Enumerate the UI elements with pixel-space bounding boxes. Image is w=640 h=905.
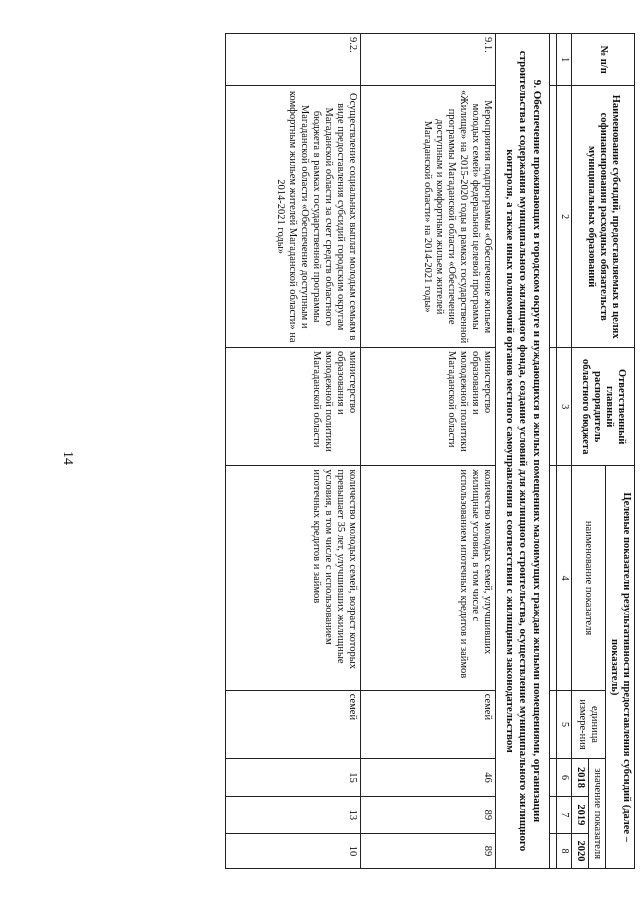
row-num: 9.1.	[361, 34, 496, 86]
header-row-1	[605, 34, 634, 869]
header-unit: единица измере-ния	[571, 690, 605, 759]
col-number-8: 8	[557, 834, 572, 869]
header-year-2018: 2018	[571, 759, 588, 796]
row-admin: министерство образования и молодежной политики Магаданской области	[226, 348, 361, 466]
row-value-2018: 15	[226, 759, 361, 796]
col-number-2: 2	[557, 86, 572, 348]
row-subsidy-name: Осуществление социальных выплат молодым семьям в виде предоставления субсидий городским округам Магаданской области за счет средств областного бюджета в рамках государственной программы Магаданской области «Обеспечение доступным и комфортным жильем жителей Магаданской области» на 2014-2021 годы»	[226, 86, 361, 348]
column-numbers-row	[557, 34, 572, 869]
row-subsidy-name: Мероприятия подпрограммы «Обеспечение жильем молодых семей» федеральной целевой программы «Жилище» на 2015-2020 годы в рамках государственной программы Магаданской области «Обеспечение доступным и комфортным жильем жителей Магаданской области» на 2014-2021 годы»	[361, 86, 496, 348]
col-number-3: 3	[557, 348, 572, 466]
row-value-2018: 46	[361, 759, 496, 796]
table-row	[226, 34, 361, 869]
col-number-7: 7	[557, 796, 572, 833]
row-unit: семей	[226, 690, 361, 759]
row-value-2019: 89	[361, 796, 496, 833]
rotated-table-sheet	[87, 33, 635, 869]
col-number-4: 4	[557, 466, 572, 690]
col-number-1: 1	[557, 34, 572, 86]
row-indicator: количество молодых семей, улучшивших жилищные условия, в том числе с использованием ипотечных кредитов и займов	[361, 466, 496, 690]
header-year-2020: 2020	[571, 834, 588, 869]
header-year-2019: 2019	[571, 796, 588, 833]
section-title: 9. Обеспечение проживающих в городском округе и нуждающихся в жилых помещениях малоимущих граждан жилыми помещениями, организация строительства и содержания муниципального жилищного фонда, создание условий для жилищного строительства, осуществление муниципального жилищного контроля, а также иных полномочий органов местного самоуправления в соответствии с жилищным законодательством	[496, 34, 550, 869]
row-value-2020: 10	[226, 834, 361, 869]
header-num: № п/п	[571, 34, 634, 86]
header-targets: Целевые показатели результативности предоставления субсидий (далее – показатель)	[605, 466, 634, 869]
col-number-6: 6	[557, 759, 572, 796]
header-value: значение показателя	[588, 759, 605, 869]
header-name: Наименование субсидий, предоставляемых в целях софинансирования расходных обязательств муниципальных образований	[571, 86, 634, 348]
spacer-row	[550, 34, 557, 869]
row-unit: семей	[361, 690, 496, 759]
col-number-5: 5	[557, 690, 572, 759]
subsidies-table	[225, 33, 635, 869]
header-admin: Ответственный главный распорядитель областного бюджета	[571, 348, 634, 466]
row-indicator: количество молодых семей, возраст которых превышает 35 лет, улучшивших жилищные условия, в том числе с использованием ипотечных кредитов и займов	[226, 466, 361, 690]
table-row	[361, 34, 496, 869]
row-admin: министерство образования и молодежной политики Магаданской области	[361, 348, 496, 466]
row-value-2019: 13	[226, 796, 361, 833]
page-number: 14	[60, 451, 75, 465]
row-value-2020: 89	[361, 834, 496, 869]
row-num: 9.2.	[226, 34, 361, 86]
header-indicator-name: наименование показателя	[571, 466, 605, 690]
section-row	[496, 34, 550, 869]
